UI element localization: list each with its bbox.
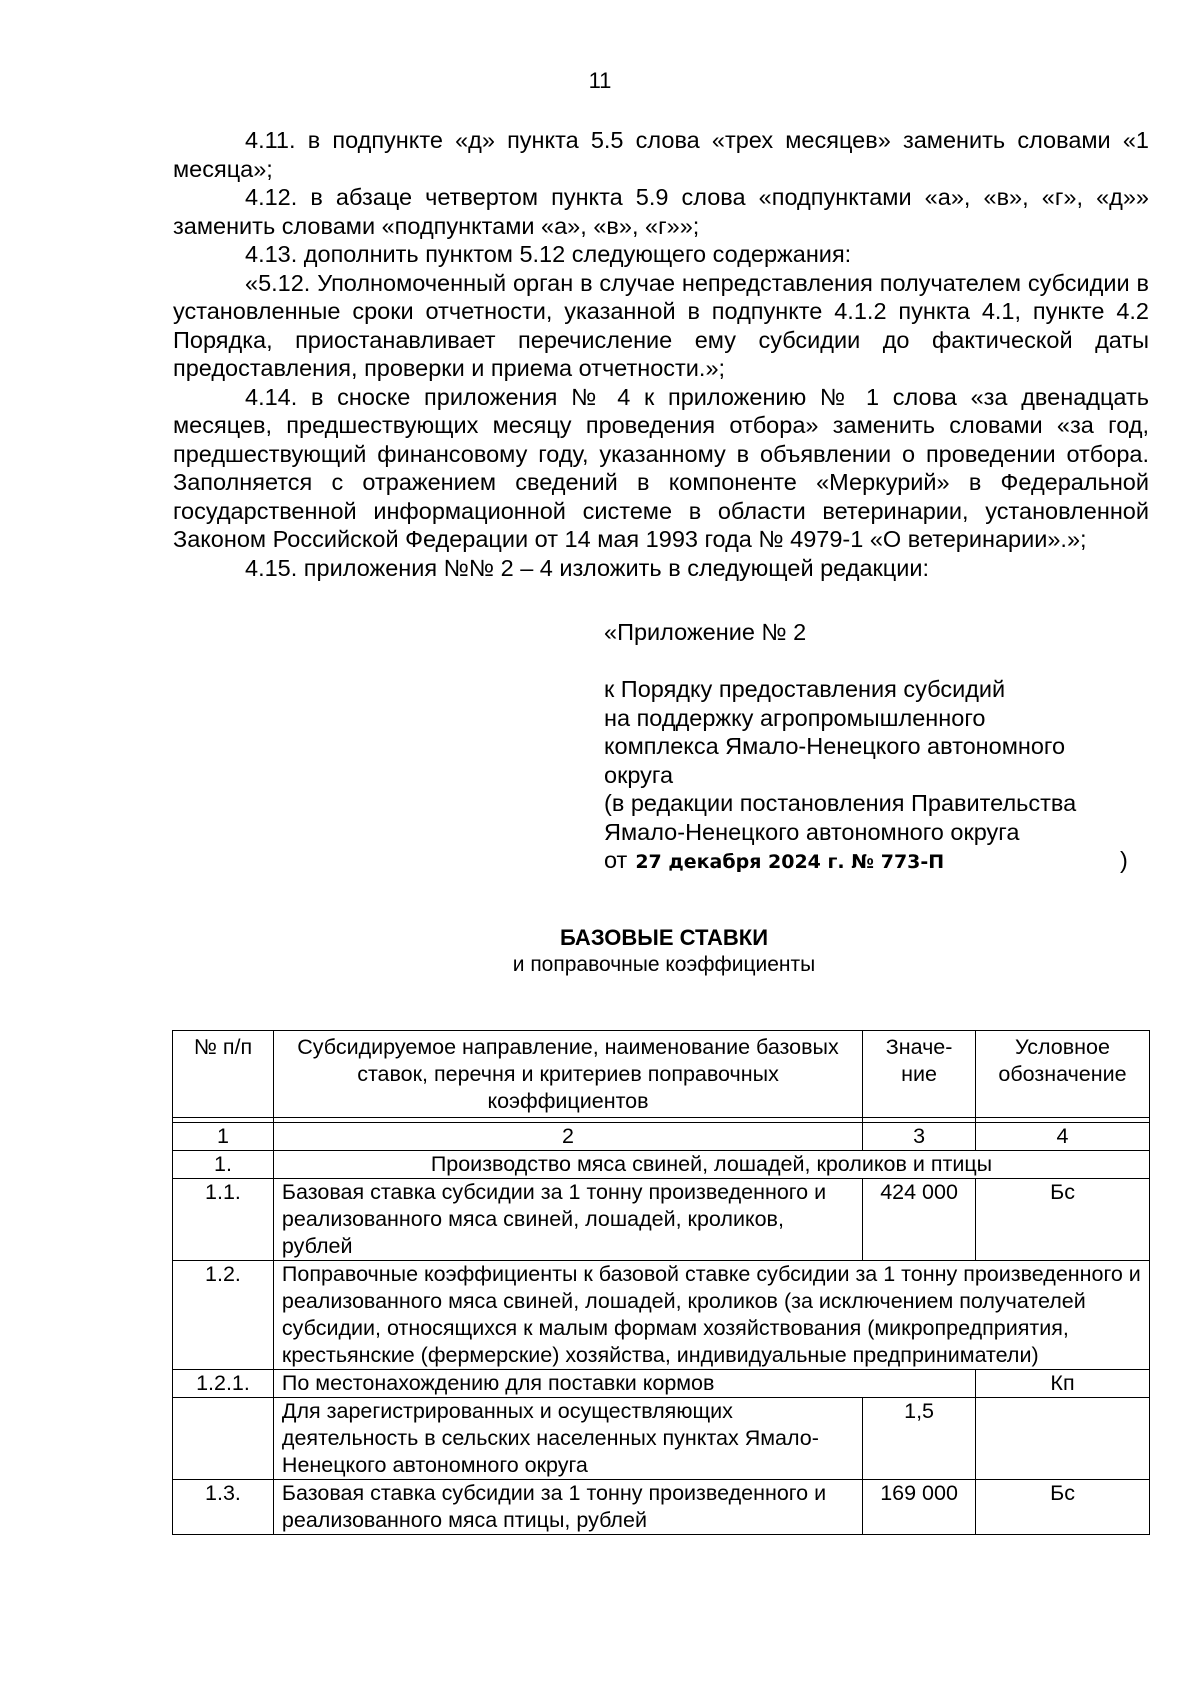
row-text: Базовая ставка субсидии за 1 тонну произведенного и реализованного мяса свиней, лошадей, кроликов, рублей bbox=[273, 1179, 862, 1261]
row-value: 1,5 bbox=[863, 1398, 976, 1480]
page-number: 11 bbox=[588, 68, 612, 93]
row-text: По местонахождению для поставки кормов bbox=[273, 1370, 975, 1398]
appendix-from-prefix: от bbox=[604, 847, 628, 873]
paragraph-4-14: 4.14. в сноске приложения № 4 к приложению № 1 слова «за двенадцать месяцев, предшествующих месяцу проведения отбора» заменить словами «за год, предшествующий финансовому году, указанному в объявлении о проведении отбора. Заполняется с отражением сведений в компоненте «Меркурий» в Федеральной государственной информационной системе в области ветеринарии, установленной Законом Российской Федерации от 14 мая 1993 года № 4979-1 «О ветеринарии».»; bbox=[173, 383, 1149, 552]
appendix-line: Ямало-Ненецкого автономного округа bbox=[604, 818, 1020, 845]
appendix-line: комплекса Ямало-Ненецкого автономного bbox=[604, 733, 1066, 759]
row-text: Для зарегистрированных и осуществляющих деятельность в сельских населенных пунктах Ямало-Ненецкого автономного округа bbox=[273, 1398, 862, 1480]
row-num: 1.2. bbox=[173, 1261, 274, 1370]
row-num: 1.2.1. bbox=[173, 1370, 274, 1398]
table-row bbox=[173, 1179, 1150, 1261]
appendix-blank-line bbox=[604, 647, 1164, 676]
row-symbol: Кп bbox=[976, 1370, 1150, 1398]
appendix-line: округа bbox=[604, 761, 674, 788]
paragraph-4-12: 4.12. в абзаце четвертом пункта 5.9 слова «подпунктами «а», «в», «г», «д»» заменить словами «подпунктами «а», «в», «г»»; bbox=[173, 184, 1149, 239]
appendix-line: на поддержку агропромышленного bbox=[604, 704, 986, 731]
header-num: № п/п bbox=[173, 1031, 274, 1118]
row-num: 1.3. bbox=[173, 1480, 274, 1535]
row-num: 1. bbox=[173, 1151, 274, 1179]
row-text: Базовая ставка субсидии за 1 тонну произведенного и реализованного мяса птицы, рублей bbox=[273, 1480, 862, 1535]
table-row bbox=[173, 1151, 1150, 1179]
table-title: БАЗОВЫЕ СТАВКИ bbox=[559, 925, 769, 950]
row-value: 169 000 bbox=[863, 1480, 976, 1535]
row-num bbox=[173, 1398, 274, 1480]
header-direction: Субсидируемое направление, наименование базовых ставок, перечня и критериев поправочных коэффициентов bbox=[273, 1031, 862, 1118]
table-title-block bbox=[0, 924, 1200, 978]
paragraph-4-11: 4.11. в подпункте «д» пункта 5.5 слова «трех месяцев» заменить словами «1 месяца»; bbox=[173, 127, 1149, 182]
row-text: Производство мяса свиней, лошадей, кроликов и птицы bbox=[273, 1151, 1149, 1179]
table-header-row bbox=[173, 1031, 1150, 1118]
decree-date-number: 27 декабря 2024 г. № 773-П bbox=[635, 851, 945, 873]
appendix-line: (в редакции постановления Правительства bbox=[604, 790, 1077, 816]
table-row bbox=[173, 1370, 1150, 1398]
row-symbol: Бс bbox=[976, 1480, 1150, 1535]
header-symbol: Условное обозначение bbox=[976, 1031, 1150, 1118]
row-text: Поправочные коэффициенты к базовой ставке субсидии за 1 тонну произведенного и реализованного мяса свиней, лошадей, кроликов (за исключением получателей субсидии, относящихся к малым формам хозяйствования (микропредприятия, крестьянские (фермерские) хозяйства, индивидуальные предприниматели) bbox=[273, 1261, 1149, 1370]
column-number: 2 bbox=[273, 1123, 862, 1151]
appendix-close-paren: ) bbox=[1120, 847, 1128, 873]
rates-table bbox=[172, 1030, 1150, 1535]
table-row bbox=[173, 1261, 1150, 1370]
table-column-numbers-row bbox=[173, 1123, 1150, 1151]
row-symbol: Бс bbox=[976, 1179, 1150, 1261]
table-row bbox=[173, 1480, 1150, 1535]
row-num: 1.1. bbox=[173, 1179, 274, 1261]
column-number: 3 bbox=[863, 1123, 976, 1151]
column-number: 4 bbox=[976, 1123, 1150, 1151]
body-text bbox=[173, 126, 1149, 582]
paragraph-4-15: 4.15. приложения №№ 2 – 4 изложить в следующей редакции: bbox=[245, 554, 930, 581]
appendix-line: к Порядку предоставления субсидий bbox=[604, 676, 1006, 702]
table-row bbox=[173, 1398, 1150, 1480]
paragraph-4-13: 4.13. дополнить пунктом 5.12 следующего содержания: bbox=[245, 241, 852, 267]
appendix-header bbox=[604, 618, 1164, 877]
appendix-title: «Приложение № 2 bbox=[604, 619, 807, 645]
column-number: 1 bbox=[173, 1123, 274, 1151]
row-value: 424 000 bbox=[863, 1179, 976, 1261]
appendix-from-line bbox=[604, 846, 1164, 877]
header-value: Значе-ние bbox=[863, 1031, 976, 1118]
table-subtitle: и поправочные коэффициенты bbox=[512, 953, 816, 976]
row-symbol bbox=[976, 1398, 1150, 1480]
paragraph-5-12-quote: «5.12. Уполномоченный орган в случае непредставления получателем субсидии в установленные сроки отчетности, указанной в подпункте 4.1.2 пункта 4.1, пункте 4.2 Порядка, приостанавливает перечисление ему субсидии до фактической даты предоставления, проверки и приема отчетности.»; bbox=[173, 269, 1149, 381]
